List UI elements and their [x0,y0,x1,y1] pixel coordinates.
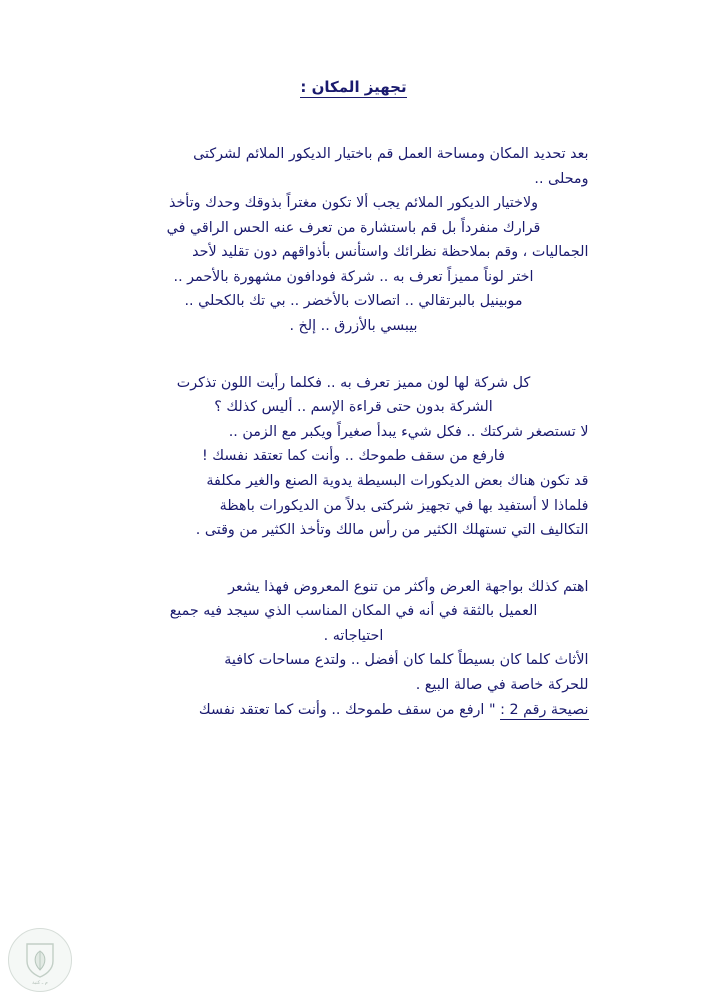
text-line: فارفع من سقف طموحك .. وأنت كما تعتقد نفسك ! [202,448,505,465]
text-line: اختر لوناً مميزاً تعرف به .. شركة فودافون مشهورة بالأحمر .. [173,268,534,285]
page-title-text: تجهيز المكان : [300,78,407,96]
paragraph-block-1 [119,142,589,339]
text-line: العميل بالثقة في أنه في المكان المناسب الذي سيجد فيه جميع [169,603,538,620]
tip-line [119,698,589,723]
document-body [119,142,589,722]
text-line: الجماليات ، وقم بملاحظة نظرائك واستأنس بأذواقهم دون تقليد لأحد [192,244,589,261]
text-line: احتياجاته . [323,627,384,644]
page-title [0,78,707,96]
watermark-logo [8,928,72,992]
text-line: التكاليف التي تستهلك الكثير من رأس مالك وتأخذ الكثير من وقتى . [195,522,589,539]
text-line: بعد تحديد المكان ومساحة العمل قم باختيار الديكور الملائم لشركتى [193,146,589,162]
text-line: بيبسي بالأزرق .. إلخ . [289,318,418,335]
text-line: كل شركة لها لون مميز تعرف به .. فكلما رأيت اللون تذكرت [176,374,531,391]
text-line: موبينيل بالبرتقالي .. اتصالات بالأخضر .. بي تك بالكحلي .. [184,293,523,310]
text-line: الأثاث كلما كان بسيطاً كلما كان أفضل .. ولتدع مساحات كافية [224,652,589,669]
tip-quote: " ارفع من سقف طموحك .. وأنت كما تعتقد نفسك [198,701,496,718]
tip-label: نصيحة رقم 2 : [500,701,589,718]
text-line: ولاختيار الديكور الملائم يجب ألا تكون مغتراً بذوقك وحدك وتأخذ [168,195,539,212]
text-line: للحركة خاصة في صالة البيع . [415,676,589,693]
text-line: الشركة بدون حتى قراءة الإسم .. أليس كذلك ؟ [214,399,493,416]
watermark-caption: م ـ كتبة [32,980,48,986]
leaf-shield-icon [23,941,57,979]
text-line: قرارك منفرداً بل قم باستشارة من تعرف عنه الحس الراقي في [166,219,541,236]
text-line: فلماذا لا أستفيد بها في تجهيز شركتى بدلاً من الديكورات باهظة [219,497,589,514]
text-line: ومحلى .. [534,170,589,187]
paragraph-block-3 [119,575,589,698]
paragraph-block-2 [119,371,589,543]
text-line: لا تستصغر شركتك .. فكل شيء يبدأ صغيراً ويكبر مع الزمن .. [228,423,589,440]
text-line: اهتم كذلك بواجهة العرض وأكثر من تنوع المعروض فهذا يشعر [228,578,589,595]
text-line: قد تكون هناك بعض الديكورات البسيطة يدوية الصنع والغير مكلفة [206,472,589,489]
